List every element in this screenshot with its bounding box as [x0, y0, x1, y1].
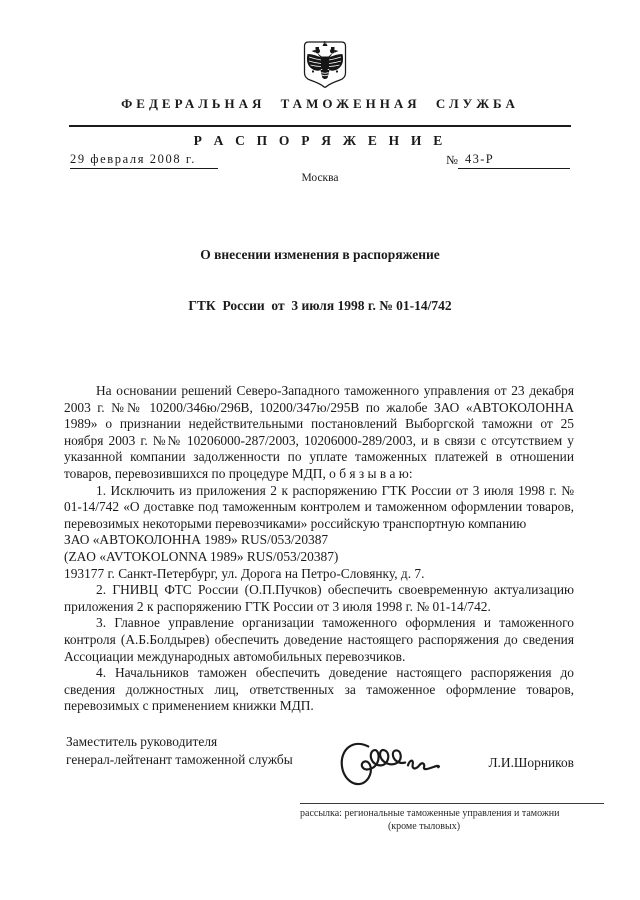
document-title-line2: ГТК России от 3 июля 1998 г. № 01-14/742: [188, 298, 452, 313]
header-divider: [69, 125, 571, 127]
agency-name: ФЕДЕРАЛЬНАЯ ТАМОЖЕННАЯ СЛУЖБА: [121, 96, 519, 111]
document-title-line1: О внесении изменения в распоряжение: [200, 247, 440, 262]
company-name-line: ЗАО «АВТОКОЛОННА 1989» RUS/053/20387: [64, 532, 329, 548]
company-address-line: 193177 г. Санкт-Петербург, ул. Дорога на Петро-Словянку, д. 7.: [64, 565, 425, 581]
document-title: [0, 212, 640, 348]
item-2-paragraph: 2. ГНИВЦ ФТС России (О.П.Пучков) обеспечить своевременную актуализацию приложения 2 к распоряжению ГТК России от 3 июля 1998 г. № 01-14/742.: [64, 582, 574, 614]
signature-block: [66, 733, 574, 793]
russian-coat-of-arms-icon: [303, 41, 347, 89]
handwritten-signature-icon: [334, 737, 446, 789]
distribution-line2: (кроме тыловых): [387, 821, 461, 832]
item-3-paragraph: 3. Главное управление организации таможенного оформления и таможенного контроля (А.Б.Болдырев) обеспечить доведение настоящего распоряжения до сведения Ассоциации международных автомобильных перевозчиков.: [64, 615, 574, 664]
number-field: [446, 152, 570, 169]
item-1-paragraph: 1. Исключить из приложения 2 к распоряжению ГТК России от 3 июля 1998 г. № 01-14/742 «О доставке под таможенным контролем и таможенном оформлении товаров, перевозимых некоторыми перевозчиками» российскую транспортную компанию: [64, 482, 574, 531]
emblem-container: [0, 0, 640, 89]
date-field: 29 февраля 2008 г.: [70, 152, 218, 169]
doc-type-heading: Р А С П О Р Я Ж Е Н И Е: [193, 133, 447, 148]
number-sign: №: [446, 153, 458, 167]
document-body: [64, 383, 574, 715]
city-label: Москва: [301, 172, 339, 184]
date-number-row: [0, 152, 640, 169]
distribution-line1: рассылка: региональные таможенные управления и таможни: [300, 808, 560, 819]
signatory-position-line2: генерал-лейтенант таможенной службы: [66, 752, 293, 768]
signatory-position-line1: Заместитель руководителя: [66, 733, 218, 749]
company-name-latin-line: (ZAO «AVTOKOLONNA 1989» RUS/053/20387): [64, 548, 339, 564]
distribution-note: [300, 803, 604, 833]
signatory-name: Л.И.Шорников: [488, 754, 574, 770]
number-value: 43-Р: [458, 152, 570, 169]
item-4-paragraph: 4. Начальников таможен обеспечить доведение настоящего распоряжения до сведения должностных лиц, ответственных за таможенное оформление товаров, перевозимых с применением книжки МДП.: [64, 665, 574, 714]
opening-paragraph: На основании решений Северо-Западного таможенного управления от 23 декабря 2003 г. №№ 10200/346ю/296В, 10200/347ю/295В по жалобе ЗАО «АВТОКОЛОННА 1989» о признании недействительными постановлений Выборгской таможни от 25 ноября 2003 г. №№ 10206000-287/2003, 10206000-289/2003, и в связи с отсутствием у указанной компании задолженности по уплате таможенных платежей в отношении товаров, перевозившихся по процедуре МДП, о б я з ы в а ю:: [64, 383, 574, 481]
